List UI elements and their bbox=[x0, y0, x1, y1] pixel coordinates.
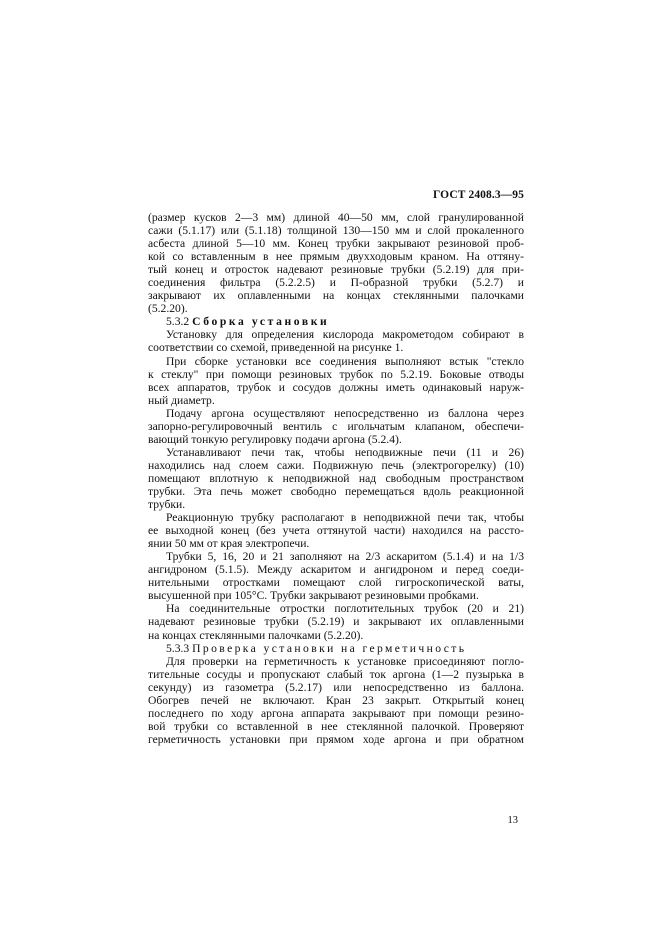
text-line: закрывают их оплавленными на концах стеклянными палочками bbox=[148, 289, 524, 303]
text-line: всех аппаратов, трубок и сосудов должны иметь одинаковый наруж- bbox=[148, 380, 524, 394]
section-number: 5.3.2 bbox=[166, 315, 190, 329]
document-code-header: ГОСТ 2408.3—95 bbox=[433, 189, 524, 201]
text-line: (размер кусков 2—3 мм) длиной 40—50 мм, слой гранулированной bbox=[148, 211, 524, 224]
text-line: Трубки 5, 16, 20 и 21 заполняют на 2/3 аскаритом (5.1.4) и на 1/3 bbox=[166, 550, 524, 564]
text-line: (5.2.20). bbox=[148, 302, 188, 316]
section-title: Проверка установки на герметичность bbox=[192, 641, 467, 655]
paragraph-block-leak-check bbox=[148, 655, 524, 746]
text-line: нительными отростками помещают слой гигроскопической ваты, bbox=[148, 576, 524, 590]
text-line: вой трубки со вставленной в нее стеклянной палочкой. Проверяют bbox=[148, 719, 524, 733]
text-line: ангидроном (5.1.5). Между аскаритом и ангидроном и перед соеди- bbox=[148, 563, 524, 577]
text-line: Для проверки на герметичность к установке присоединяют погло- bbox=[166, 654, 524, 668]
text-line: помещают вплотную к неподвижной над свободным пространством bbox=[148, 471, 524, 485]
text-line: находились над слоем сажи. Подвижную печь (электрогорелку) (10) bbox=[148, 458, 524, 472]
text-line: янии 50 мм от края электропечи. bbox=[148, 537, 310, 551]
text-line: последнего по ходу аргона аппарата закрывают при помощи резино- bbox=[148, 706, 524, 720]
text-line: надевают резиновые трубки (5.2.19) и закрывают их оплавленными bbox=[148, 615, 524, 629]
text-line: вающий тонкую регулировку подачи аргона (5.2.4). bbox=[148, 432, 402, 446]
text-line: герметичность установки при прямом ходе аргона и при обратном bbox=[148, 732, 524, 746]
text-line: высушенной при 105°С. Трубки закрывают резиновыми пробками. bbox=[148, 589, 479, 603]
paragraph-block-continuation bbox=[148, 211, 524, 315]
paragraph-block-assembly bbox=[148, 328, 524, 641]
text-line: ее выходной конец (без учета оттянутой части) находился на рассто- bbox=[148, 524, 524, 538]
text-line: Установку для определения кислорода макрометодом собирают в bbox=[166, 328, 524, 342]
section-heading-5-3-2 bbox=[148, 315, 524, 328]
text-line: ный диаметр. bbox=[148, 393, 215, 407]
text-line: асбеста длиной 5—10 мм. Конец трубки закрывают резиновой проб- bbox=[148, 237, 524, 251]
text-line: трубки. Эта печь может свободно перемещаться вдоль реакционной bbox=[148, 484, 524, 498]
section-number: 5.3.3 bbox=[166, 641, 190, 655]
text-line: трубки. bbox=[148, 498, 186, 512]
text-line: сажи (5.1.17) или (5.1.18) толщиной 130—150 мм и слой прокаленного bbox=[148, 224, 524, 238]
text-line: соответствии со схемой, приведенной на рисунке 1. bbox=[148, 341, 404, 355]
document-body bbox=[148, 211, 524, 746]
text-line: Реакционную трубку располагают в неподвижной печи так, чтобы bbox=[166, 511, 524, 525]
text-line: соединения фильтра (5.2.2.5) и П-образной трубки (5.2.7) и bbox=[148, 276, 524, 290]
text-line: Обогрев печей не включают. Кран 23 закрыт. Открытый конец bbox=[148, 693, 524, 707]
text-line: к стеклу" при помощи резиновых трубок по 5.2.19. Боковые отводы bbox=[148, 367, 524, 381]
page-number: 13 bbox=[507, 815, 518, 826]
text-line: Устанавливают печи так, чтобы неподвижные печи (11 и 26) bbox=[166, 445, 524, 459]
section-title: Сборка установки bbox=[192, 315, 330, 329]
section-heading-5-3-3 bbox=[148, 642, 524, 655]
text-line: кой со вставленным в нее прямым двухходовым краном. На оттяну- bbox=[148, 250, 524, 264]
text-line: запорно-регулировочный вентиль с игольчатым клапаном, обеспечи- bbox=[148, 419, 524, 433]
text-line: на концах стеклянными палочками (5.2.20). bbox=[148, 628, 364, 642]
text-line: тительные сосуды и пропускают слабый ток аргона (1—2 пузырька в bbox=[148, 667, 524, 681]
text-line: На соединительные отростки поглотительных трубок (20 и 21) bbox=[166, 602, 524, 616]
text-line: Подачу аргона осуществляют непосредственно из баллона через bbox=[166, 406, 524, 420]
text-line: тый конец и отросток надевают резиновые трубки (5.2.19) для при- bbox=[148, 263, 524, 277]
text-line: При сборке установки все соединения выполняют встык "стекло bbox=[166, 354, 524, 368]
text-line: секунду) из газометра (5.2.17) или непосредственно из баллона. bbox=[148, 680, 524, 694]
